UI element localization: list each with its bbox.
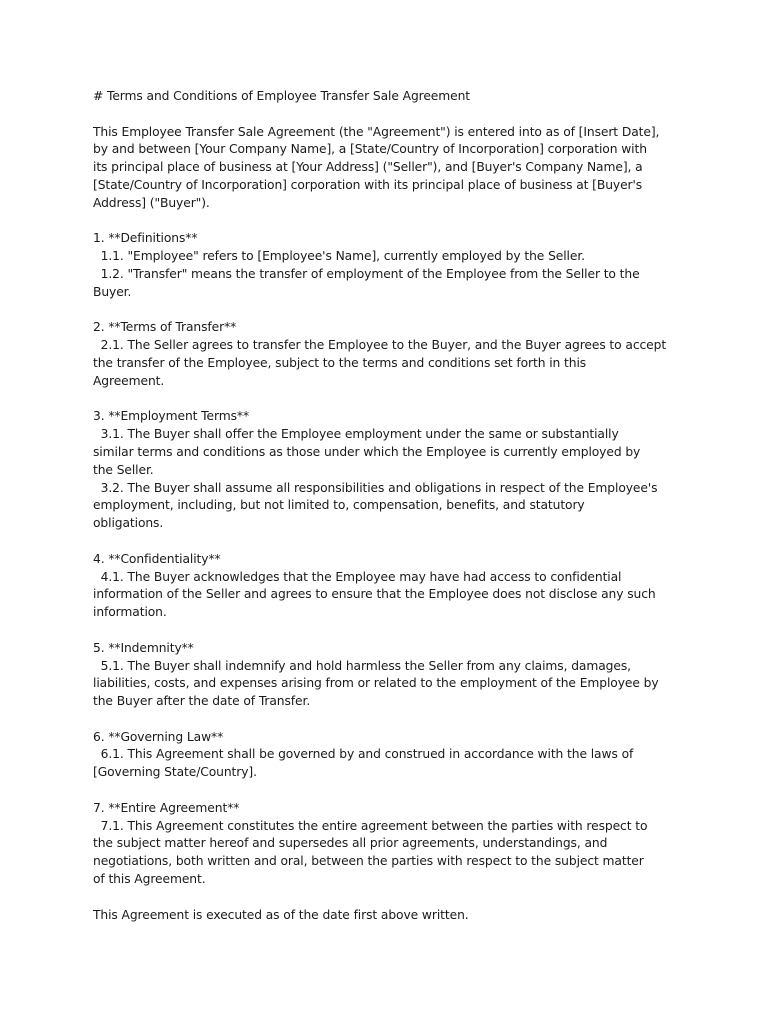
section-heading: 6. **Governing Law**	[93, 729, 224, 744]
section-line: 3.1. The Buyer shall offer the Employee employment under the same or substantially	[93, 427, 619, 442]
section-line: the Buyer after the date of Transfer.	[93, 694, 311, 709]
spacer	[93, 302, 683, 320]
section-line: the transfer of the Employee, subject to the terms and conditions set forth in this	[93, 355, 587, 370]
spacer	[93, 711, 683, 729]
spacer	[93, 889, 683, 907]
section-line: 5.1. The Buyer shall indemnify and hold harmless the Seller from any claims, damages,	[93, 658, 631, 673]
document-page	[93, 88, 683, 924]
section-line: 2.1. The Seller agrees to transfer the Employee to the Buyer, and the Buyer agrees to accept	[93, 338, 667, 353]
section-line: the Seller.	[93, 462, 154, 477]
section-line: 4.1. The Buyer acknowledges that the Employee may have had access to confidential	[93, 569, 622, 584]
section-heading: 3. **Employment Terms**	[93, 409, 249, 424]
section-heading: 4. **Confidentiality**	[93, 551, 221, 566]
spacer	[93, 106, 683, 124]
intro-line: by and between [Your Company Name], a [State/Country of Incorporation] corporation with	[93, 142, 647, 157]
spacer	[93, 533, 683, 551]
section-line: information.	[93, 605, 167, 620]
section-definitions	[93, 230, 683, 301]
section-heading: 7. **Entire Agreement**	[93, 800, 240, 815]
document-title: # Terms and Conditions of Employee Transfer Sale Agreement	[93, 89, 471, 103]
section-line: Buyer.	[93, 284, 132, 299]
section-employment-terms	[93, 408, 683, 533]
section-line: of this Agreement.	[93, 872, 206, 887]
intro-line: its principal place of business at [Your Address] ("Seller"), and [Buyer's Company Name], a	[93, 160, 643, 175]
section-heading: 1. **Definitions**	[93, 231, 198, 246]
closing-statement: This Agreement is executed as of the date first above written.	[93, 907, 469, 922]
intro-paragraph	[93, 124, 683, 213]
spacer	[93, 213, 683, 231]
section-line: 1.1. "Employee" refers to [Employee's Name], currently employed by the Seller.	[93, 249, 585, 264]
section-line: 3.2. The Buyer shall assume all responsibilities and obligations in respect of the Employee's	[93, 480, 658, 495]
section-line: negotiations, both written and oral, between the parties with respect to the subject matter	[93, 854, 644, 869]
section-entire-agreement	[93, 800, 683, 889]
section-line: 7.1. This Agreement constitutes the entire agreement between the parties with respect to	[93, 818, 648, 833]
section-line: obligations.	[93, 516, 164, 531]
intro-line: This Employee Transfer Sale Agreement (the "Agreement") is entered into as of [Insert Date],	[93, 124, 660, 139]
section-line: employment, including, but not limited to, compensation, benefits, and statutory	[93, 498, 585, 513]
section-line: the subject matter hereof and supersedes all prior agreements, understandings, and	[93, 836, 608, 851]
section-line: 6.1. This Agreement shall be governed by and construed in accordance with the laws of	[93, 747, 634, 762]
section-line: similar terms and conditions as those under which the Employee is currently employed by	[93, 444, 641, 459]
section-governing-law	[93, 729, 683, 782]
intro-line: Address] ("Buyer").	[93, 195, 210, 210]
spacer	[93, 782, 683, 800]
section-line: information of the Seller and agrees to ensure that the Employee does not disclose any such	[93, 587, 656, 602]
section-heading: 2. **Terms of Transfer**	[93, 320, 237, 335]
section-line: Agreement.	[93, 373, 165, 388]
section-line: 1.2. "Transfer" means the transfer of employment of the Employee from the Seller to the	[93, 266, 640, 281]
spacer	[93, 622, 683, 640]
section-line: [Governing State/Country].	[93, 765, 257, 780]
section-heading: 5. **Indemnity**	[93, 640, 194, 655]
section-indemnity	[93, 640, 683, 711]
section-confidentiality	[93, 551, 683, 622]
section-line: liabilities, costs, and expenses arising from or related to the employment of the Employee by	[93, 676, 659, 691]
spacer	[93, 391, 683, 409]
section-terms-of-transfer	[93, 319, 683, 390]
intro-line: [State/Country of Incorporation] corporation with its principal place of business at [Buyer's	[93, 177, 643, 192]
